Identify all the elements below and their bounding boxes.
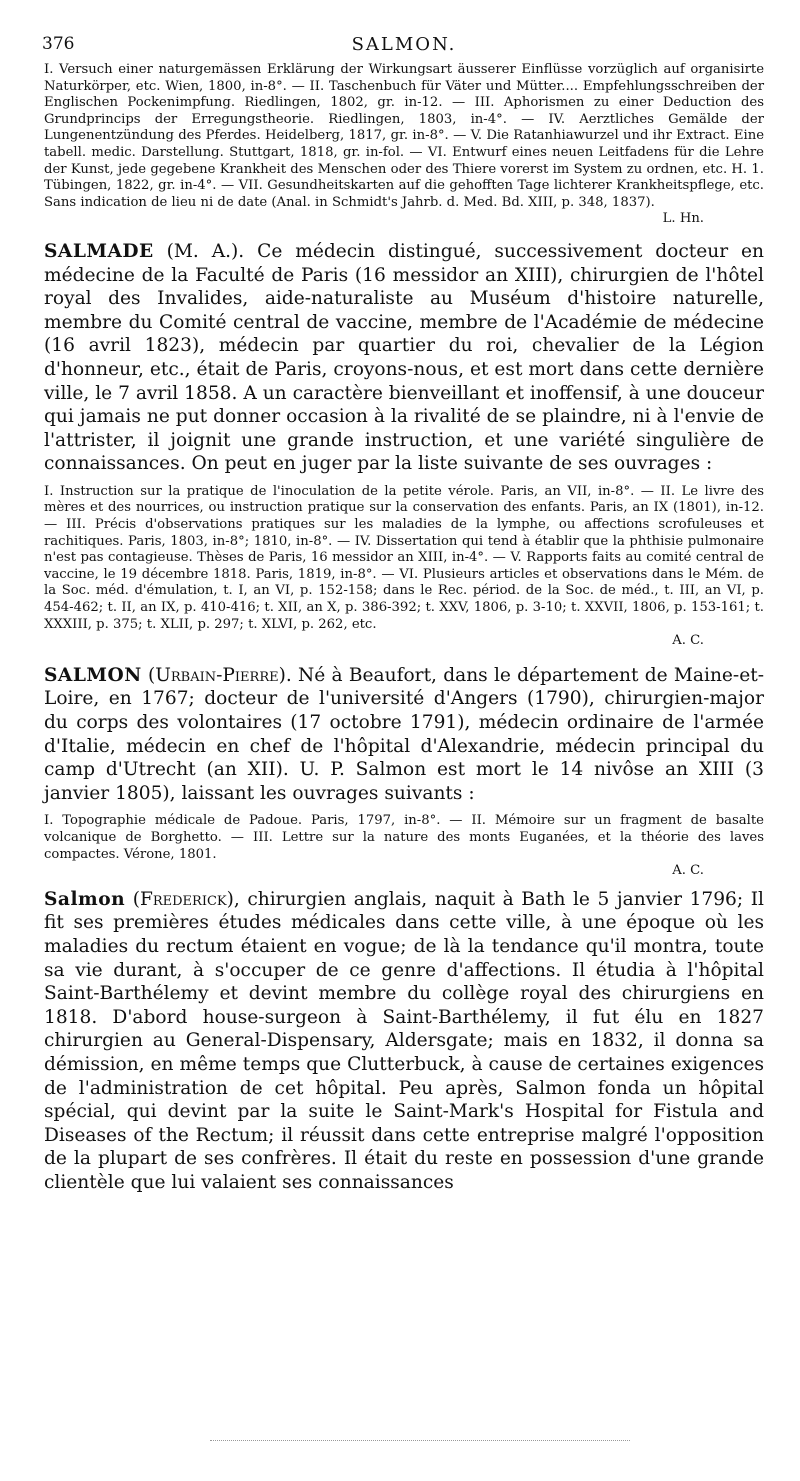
bibliography-block-3 [44,813,764,879]
author-signature: A. C. [672,633,704,649]
entry-salmon-urbain-pierre [44,664,764,806]
entry-name: (M. A.). [166,240,245,262]
page-header [44,22,764,58]
entry-name: (Frederick), [132,888,240,910]
entry-salmade [44,240,764,476]
entry-body: Né à Beaufort, dans le département de Maine-et-Loire, en 1767; docteur de l'université d'Angers (1790), chirurgien-major du corps des volontaires (17 octobre 1791), médecin ordinaire de l'armée d'Italie, médecin en chef de l'hôpital d'Alexandrie, médecin principal du camp d'Utrecht (an XII). U. P. Salmon est mort le 14 nivôse an XIII (3 janvier 1805), laissant les ouvrages suivants : [44,664,764,804]
author-signature: A. C. [672,863,704,879]
bibliography-block-1 [44,62,764,228]
author-signature: L. Hn. [662,211,704,227]
document-page [44,22,764,1194]
entry-headword: SALMADE [44,240,154,262]
entry-headword: SALMON [44,664,142,686]
entry-headword: Salmon [44,888,126,910]
entry-salmon-frederick [44,888,764,1195]
entry-name: (Urbain-Pierre). [147,664,292,686]
page-footer-rule [210,1440,630,1442]
bibliography-text: I. Topographie médicale de Padoue. Paris, 1797, in-8°. — II. Mémoire sur un fragment de basalte volcanique de Borghetto. — III. Lettre sur la nature des monts Euganées, et la théorie des laves compactes. Vérone, 1801. [44,813,764,862]
page-number: 376 [42,34,75,54]
bibliography-text: I. Versuch einer naturgemässen Erklärung der Wirkungsart äusserer Einflüsse vorzüglich auf organisirte Naturkörper, etc. Wien, 1800, in-8°. — II. Taschenbuch für Väter und Mütter.... Empfehlungsschreiben der Englischen Pockenimpfung. Riedlingen, 1802, gr. in-12. — III. Aphorismen zu einer Deduction des Grundprincips der Erregungstheorie. Riedlingen, 1803, in-4°. — IV. Aerztliches Gemälde der Lungenentzündung des Pferdes. Heidelberg, 1817, gr. in-8°. — V. Die Ratanhiawurzel und ihr Extract. Eine tabell. medic. Darstellung. Stuttgart, 1818, gr. in-fol. — VI. Entwurf eines neuen Leitfadens für die Lehre der Kunst, jede gegebene Krankheit des Menschen oder des Thiere vorerst im System zu ordnen, etc. H. 1. Tübingen, 1822, gr. in-4°. — VII. Gesundheitskarten auf die gehofften Tage lichterer Krankheitspflege, etc. Sans indication de lieu ni de date (Anal. in Schmidt's Jahrb. d. Med. Bd. XIII, p. 348, 1837). [44,62,764,210]
entry-body: Ce médecin distingué, successivement docteur en médecine de la Faculté de Paris (16 messidor an XIII), chirurgien de l'hôtel royal des Invalides, aide-naturaliste au Muséum d'histoire naturelle, membre du Comité central de vaccine, membre de l'Académie de médecine (16 avril 1823), médecin par quartier du roi, chevalier de la Légion d'honneur, etc., était de Paris, croyons-nous, et est mort dans cette dernière ville, le 7 avril 1858. A un caractère bienveillant et inoffensif, à une douceur qui jamais ne put donner occasion à la rivalité de se plaindre, ni à l'envie de l'attrister, il joignit une grande instruction, et une variété singulière de connaissances. On peut en juger par la liste suivante de ses ouvrages : [44,240,764,475]
running-title: SALMON. [351,34,457,55]
bibliography-text: I. Instruction sur la pratique de l'inoculation de la petite vérole. Paris, an VII, in-8°. — II. Le livre des mères et des nourrices, ou instruction pratique sur la conservation des enfants. Paris, an IX (1801), in-12. — III. Précis d'observations pratiques sur les maladies de la lymphe, ou affections scrofuleuses et rachitiques. Paris, 1803, in-8°; 1810, in-8°. — IV. Dissertation qui tend à établir que la phthisie pulmonaire n'est pas contagieuse. Thèses de Paris, 16 messidor an XIII, in-4°. — V. Rapports faits au comité central de vaccine, le 19 décembre 1818. Paris, 1819, in-8°. — VI. Plusieurs articles et observations dans le Mém. de la Soc. méd. d'émulation, t. I, an VI, p. 152-158; dans le Rec. périod. de la Soc. de méd., t. III, an VI, p. 454-462; t. II, an IX, p. 410-416; t. XII, an X, p. 386-392; t. XXV, 1806, p. 3-10; t. XXVII, 1806, p. 153-161; t. XXXIII, p. 375; t. XLII, p. 297; t. XLVI, p. 262, etc. [44,483,764,632]
entry-body: chirurgien anglais, naquit à Bath le 5 janvier 1796; Il fit ses premières études médicales dans cette ville, à une époque où les maladies du rectum étaient en vogue; de là la tendance qu'il montra, toute sa vie durant, à s'occuper de ce genre d'affections. Il étudia à l'hôpital Saint-Barthélemy et devint membre du collège royal des chirurgiens en 1818. D'abord house-surgeon à Saint-Barthélemy, il fut élu en 1827 chirurgien au General-Dispensary, Aldersgate; mais en 1832, il donna sa démission, en même temps que Clutterbuck, à cause de certaines exigences de l'administration de cet hôpital. Peu après, Salmon fonda un hôpital spécial, qui devint par la suite le Saint-Mark's Hospital for Fistula and Diseases of the Rectum; il réussit dans cette entreprise malgré l'opposition de la plupart de ses confrères. Il était du reste en possession d'une grande clientèle que lui valaient ses connaissances [44,888,764,1193]
bibliography-block-2 [44,484,764,650]
